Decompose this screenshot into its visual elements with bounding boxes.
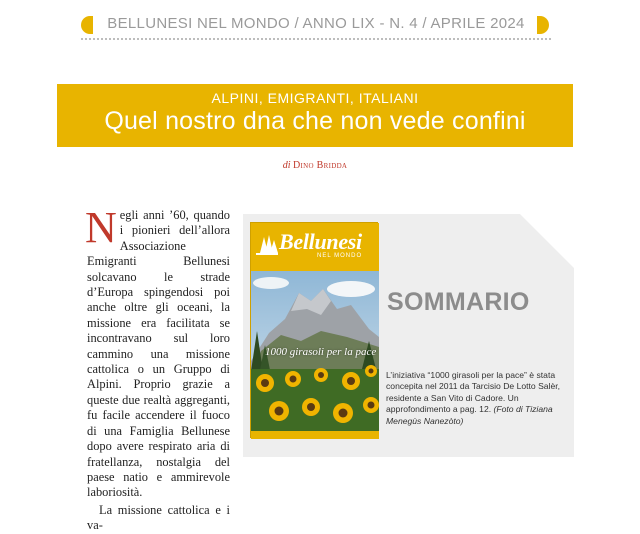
trees-logo-icon	[256, 233, 278, 255]
article-paragraph	[85, 203, 230, 501]
drop-cap: N	[85, 203, 117, 252]
page-header	[0, 0, 640, 44]
byline-prefix: di	[282, 160, 291, 171]
cover-logo: Bellunesi	[279, 229, 362, 254]
cover-footer	[251, 431, 379, 439]
title-banner	[57, 84, 573, 147]
half-circle-left-icon	[81, 16, 93, 34]
article-paragraph: La missione cattolica e i va-	[87, 502, 230, 533]
byline-author: Dino Bridda	[292, 160, 348, 171]
article-headline: Quel nostro dna che non vede confini	[104, 107, 526, 135]
cover-subtitle: NEL MONDO	[317, 253, 363, 259]
magazine-cover	[250, 222, 378, 438]
cover-masthead	[251, 223, 379, 271]
paragraph-text: egli anni ’60, quando i pionieri dell’allora Associazione Emigranti Bellunesi solcavano le strade d’Europa spingendosi poi anche oltre gli oceani, la missione era facilitata se incontravano sul loro cammino una missione cattolica o un Gruppo di Alpini. Proprio grazie a queste due realtà aggreganti, fu facile accendere il fuoco di una Famiglia Bellunese dopo avere respirato aria di fratellanza, nostalgia del paese natio e ammirevole laboriosità.	[87, 208, 230, 500]
caption-text: L’iniziativa “1000 girasoli per la pace” è stata concepita nel 2011 da Tarcisio De Lotto Salèr, residente a San Vito di Cadore. Un approfondimento a pag. 12.	[386, 370, 561, 415]
cover-caption	[386, 370, 568, 427]
sommario-title: SOMMARIO	[387, 288, 530, 316]
corner-fold	[520, 214, 574, 268]
article-body	[85, 203, 230, 534]
half-circle-right-icon	[537, 16, 549, 34]
kicker: ALPINI, EMIGRANTI, ITALIANI	[211, 90, 419, 106]
dotted-divider	[81, 38, 551, 40]
running-header-title: BELLUNESI NEL MONDO / ANNO LIX - N. 4 / APRILE 2024	[107, 15, 525, 32]
byline	[0, 160, 630, 171]
photo-credit: (Foto di Tiziana Menegùs Nanezòto)	[386, 404, 553, 426]
cover-photo-text: 1000 girasoli per la pace	[265, 346, 377, 358]
